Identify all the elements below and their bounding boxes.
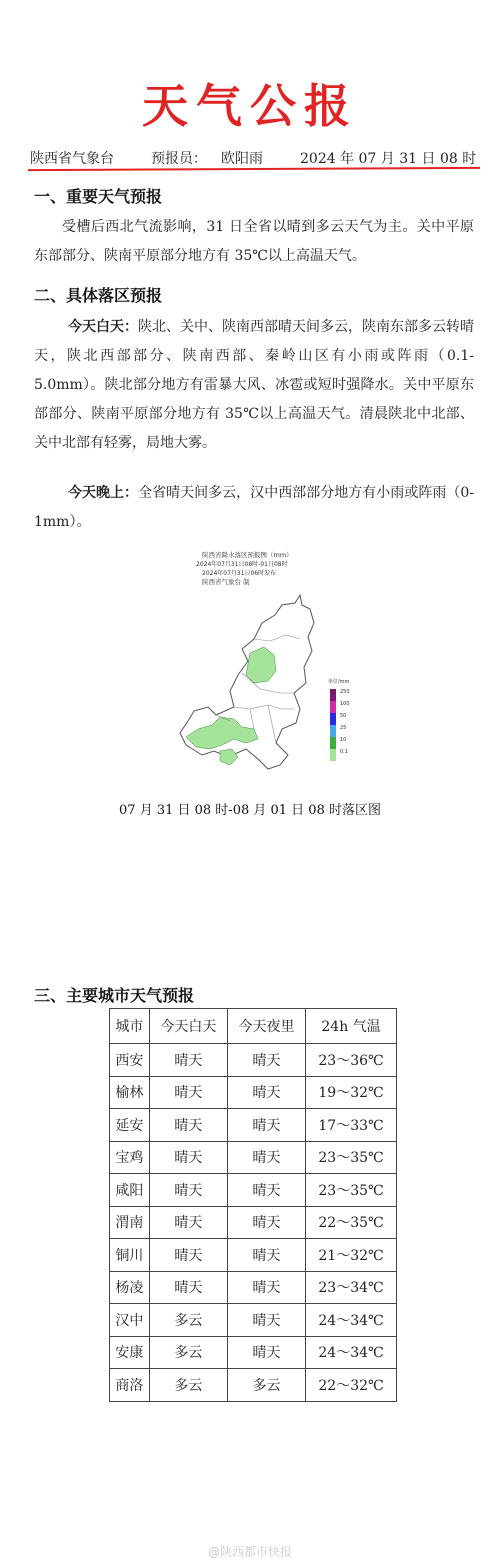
table-cell: 榆林 bbox=[110, 1076, 150, 1109]
table-cell: 23～34℃ bbox=[306, 1271, 397, 1304]
map-title: 陕西省降水落区预报图（mm） bbox=[202, 551, 293, 559]
table-cell: 晴天 bbox=[149, 1044, 227, 1077]
agency-name: 陕西省气象台 bbox=[30, 151, 114, 167]
section-1-body: 受槽后西北气流影响，31 日全省以晴到多云天气为主。关中平原东部部分、陕南平原部分地方有 35℃以上高温天气。 bbox=[34, 219, 474, 264]
table-row bbox=[110, 1044, 397, 1077]
city-forecast-table bbox=[109, 1008, 397, 1402]
table-cell: 24～34℃ bbox=[306, 1336, 397, 1369]
table-cell: 19～32℃ bbox=[306, 1076, 397, 1109]
table-row bbox=[110, 1239, 397, 1272]
legend-label: 0.1 bbox=[340, 749, 348, 755]
night-forecast bbox=[34, 479, 474, 537]
legend-label: 25 bbox=[340, 725, 347, 731]
table-cell: 晴天 bbox=[227, 1044, 305, 1077]
table-row bbox=[110, 1304, 397, 1337]
map-agency: 陕西省气象台 制 bbox=[202, 578, 250, 586]
night-text: 全省晴天间多云，汉中西部部分地方有小雨或阵雨（0-1mm）。 bbox=[34, 485, 475, 530]
table-cell: 17～33℃ bbox=[306, 1109, 397, 1142]
column-header: 今天白天 bbox=[149, 1009, 227, 1044]
daytime-label: 今天白天： bbox=[68, 319, 138, 335]
issue-datetime: 2024 年 07 月 31 日 08 时 bbox=[300, 151, 477, 167]
table-row bbox=[110, 1076, 397, 1109]
forecaster-name: 欧阳雨 bbox=[221, 151, 263, 167]
table-cell: 西安 bbox=[110, 1044, 150, 1077]
table-row bbox=[110, 1336, 397, 1369]
table-cell: 23～35℃ bbox=[306, 1141, 397, 1174]
table-cell: 商洛 bbox=[110, 1369, 150, 1402]
legend-label: 250 bbox=[340, 689, 350, 695]
table-cell: 宝鸡 bbox=[110, 1141, 150, 1174]
table-cell: 晴天 bbox=[227, 1304, 305, 1337]
table-cell: 多云 bbox=[149, 1304, 227, 1337]
table-cell: 渭南 bbox=[110, 1206, 150, 1239]
bulletin-title: 天气公报 bbox=[142, 79, 358, 133]
precipitation-map bbox=[150, 543, 368, 786]
table-cell: 21～32℃ bbox=[306, 1239, 397, 1272]
table-row bbox=[110, 1369, 397, 1402]
table-row bbox=[110, 1206, 397, 1239]
table-cell: 多云 bbox=[149, 1369, 227, 1402]
table-row bbox=[110, 1174, 397, 1207]
table-cell: 晴天 bbox=[149, 1141, 227, 1174]
table-cell: 23～35℃ bbox=[306, 1174, 397, 1207]
table-row bbox=[110, 1271, 397, 1304]
table-cell: 晴天 bbox=[149, 1239, 227, 1272]
legend-label: 100 bbox=[340, 701, 350, 707]
table-cell: 晴天 bbox=[149, 1206, 227, 1239]
table-row bbox=[110, 1141, 397, 1174]
map-issued: 2024年07月31日06时发布 bbox=[202, 570, 277, 577]
map-period: 2024年07月31日08时-01日08时 bbox=[196, 561, 288, 568]
table-cell: 22～32℃ bbox=[306, 1369, 397, 1402]
table-cell: 晴天 bbox=[227, 1174, 305, 1207]
column-header: 城市 bbox=[110, 1009, 150, 1044]
table-cell: 晴天 bbox=[227, 1076, 305, 1109]
map-caption: 07 月 31 日 08 时-08 月 01 日 08 时落区图 bbox=[119, 803, 381, 818]
table-header-row bbox=[110, 1009, 397, 1044]
table-cell: 多云 bbox=[149, 1336, 227, 1369]
daytime-forecast bbox=[34, 313, 474, 458]
forecaster-label: 预报员： bbox=[151, 151, 207, 167]
table-cell: 晴天 bbox=[149, 1109, 227, 1142]
legend-title: 单位/mm bbox=[328, 679, 350, 685]
column-header: 24h 气温 bbox=[306, 1009, 397, 1044]
legend-label: 50 bbox=[340, 713, 347, 719]
table-cell: 咸阳 bbox=[110, 1174, 150, 1207]
table-cell: 晴天 bbox=[227, 1239, 305, 1272]
table-cell: 晴天 bbox=[227, 1109, 305, 1142]
legend-swatch bbox=[330, 737, 336, 749]
legend-swatch bbox=[330, 725, 336, 737]
table-row bbox=[110, 1109, 397, 1142]
night-label: 今天晚上： bbox=[68, 485, 139, 501]
table-cell: 晴天 bbox=[149, 1174, 227, 1207]
table-cell: 晴天 bbox=[227, 1141, 305, 1174]
precipitation-map-graphic bbox=[150, 543, 368, 786]
column-header: 今天夜里 bbox=[227, 1009, 305, 1044]
table-cell: 晴天 bbox=[227, 1206, 305, 1239]
legend-swatch bbox=[330, 701, 336, 713]
table-cell: 铜川 bbox=[110, 1239, 150, 1272]
section-heading-1: 一、重要天气预报 bbox=[34, 187, 163, 206]
legend-swatch bbox=[330, 749, 336, 761]
section-heading-3: 三、主要城市天气预报 bbox=[34, 986, 195, 1005]
table-cell: 24～34℃ bbox=[306, 1304, 397, 1337]
table-cell: 晴天 bbox=[227, 1336, 305, 1369]
table-cell: 汉中 bbox=[110, 1304, 150, 1337]
table-cell: 多云 bbox=[227, 1369, 305, 1402]
table-cell: 延安 bbox=[110, 1109, 150, 1142]
daytime-text: 陕北、关中、陕南西部晴天间多云，陕南东部多云转晴天，陕北西部部分、陕南西部、秦岭山区有小雨或阵雨（0.1-5.0mm）。陕北部分地方有雷暴大风、冰雹或短时强降水。关中平原东部部分、陕南平原部分地方有 35℃以上高温天气。清晨陕北中北部、关中北部有轻雾，局地大雾。 bbox=[34, 319, 474, 451]
legend-label: 10 bbox=[340, 737, 347, 743]
table-cell: 晴天 bbox=[149, 1076, 227, 1109]
watermark: @陕西都市快报 bbox=[207, 1545, 292, 1559]
legend-swatch bbox=[330, 713, 336, 725]
table-cell: 安康 bbox=[110, 1336, 150, 1369]
section-heading-2: 二、具体落区预报 bbox=[34, 286, 163, 305]
table-cell: 晴天 bbox=[227, 1271, 305, 1304]
legend-swatch bbox=[330, 689, 336, 701]
table-cell: 23～36℃ bbox=[306, 1044, 397, 1077]
table-cell: 杨凌 bbox=[110, 1271, 150, 1304]
table-cell: 22～35℃ bbox=[306, 1206, 397, 1239]
table-cell: 晴天 bbox=[149, 1271, 227, 1304]
